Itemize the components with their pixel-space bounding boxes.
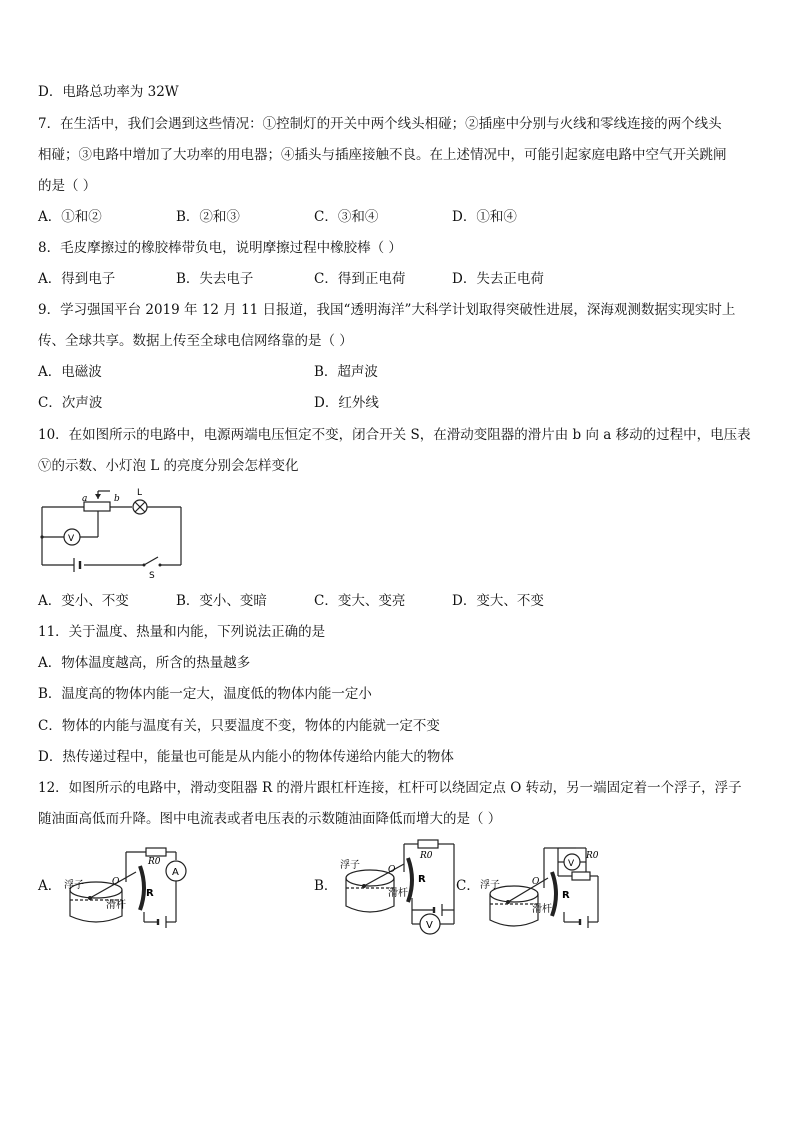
q12-stem-line1: 12．如图所示的电路中，滑动变阻器 R 的滑片跟杠杆连接，杠杆可以绕固定点 O 转动，另一端固定着一个浮子，浮子 xyxy=(38,780,742,796)
q7-option-c: C．③和④ xyxy=(314,209,379,225)
label-R: R xyxy=(418,874,426,885)
q12-option-c-label: C． xyxy=(456,878,480,894)
q12-diagram-b xyxy=(338,838,466,942)
q7-stem-line1: 7．在生活中，我们会遇到这些情况：①控制灯的开关中两个线头相碰；②插座中分别与火线和零线连接的两个线头 xyxy=(38,116,722,132)
q8-option-b: B．失去电子 xyxy=(176,271,254,287)
q10-option-c: C．变大、变亮 xyxy=(314,593,406,609)
q9-option-a: A．电磁波 xyxy=(38,364,102,380)
q12-stem-line2: 随油面高低而升降。图中电流表或者电压表的示数随油面降低而增大的是（ ） xyxy=(38,811,502,827)
label-V: V xyxy=(68,534,75,544)
label-R0: R0 xyxy=(420,851,433,861)
q12-option-a-label: A． xyxy=(38,878,62,894)
q10-stem-line2: Ⓥ的示数、小灯泡 L 的亮度分别会怎样变化 xyxy=(38,458,299,474)
r0-resistor xyxy=(572,872,590,880)
label-a: a xyxy=(82,494,88,504)
label-float: 浮子 xyxy=(64,880,84,891)
label-V: V xyxy=(426,920,433,931)
q10-option-a: A．变小、不变 xyxy=(38,593,129,609)
r0-resistor xyxy=(146,848,166,856)
q10-stem-line1: 10．在如图所示的电路中，电源两端电压恒定不变，闭合开关 S，在滑动变阻器的滑片由 b 向 a 移动的过程中，电压表 xyxy=(38,427,751,443)
label-S: S xyxy=(149,571,155,581)
q11-stem-line1: 11．关于温度、热量和内能，下列说法正确的是 xyxy=(38,624,326,640)
label-lever: 滑杆 xyxy=(532,904,552,915)
q7-stem-line2: 相碰；③电路中增加了大功率的用电器；④插头与插座接触不良。在上述情况中，可能引起家庭电路中空气开关跳闸 xyxy=(38,147,727,163)
float-icon xyxy=(88,896,92,900)
q8-option-d: D．失去正电荷 xyxy=(452,271,544,287)
float-icon xyxy=(506,900,510,904)
q10-option-d: D．变大、不变 xyxy=(452,593,544,609)
rheostat-arc xyxy=(408,858,412,902)
q10-option-b: B．变小、变暗 xyxy=(176,593,267,609)
q7-option-b: B．②和③ xyxy=(176,209,240,225)
q11-option-c: C．物体的内能与温度有关，只要温度不变，物体的内能就一定不变 xyxy=(38,718,440,734)
rheostat-arc xyxy=(140,866,144,910)
label-O: O xyxy=(112,877,120,887)
rheostat-arc xyxy=(552,872,556,916)
label-float: 浮子 xyxy=(340,860,360,871)
prev-option-d: D．电路总功率为 32W xyxy=(38,84,179,100)
float-icon xyxy=(362,884,366,888)
label-R: R xyxy=(146,888,154,899)
q7-option-a: A．①和② xyxy=(38,209,102,225)
slider-arrow-icon xyxy=(95,494,101,499)
label-R0: R0 xyxy=(148,857,161,867)
switch-icon xyxy=(143,564,146,567)
q8-stem-line1: 8．毛皮摩擦过的橡胶棒带负电，说明摩擦过程中橡胶棒（ ） xyxy=(38,240,402,256)
q12-option-b-label: B． xyxy=(314,878,338,894)
q11-option-a: A．物体温度越高，所含的热量越多 xyxy=(38,655,251,671)
q7-stem-line3: 的是（ ） xyxy=(38,178,97,194)
label-lever: 滑杆 xyxy=(388,888,408,899)
r0-resistor xyxy=(418,840,438,848)
q9-option-b: B．超声波 xyxy=(314,364,378,380)
rheostat xyxy=(84,502,110,511)
q10-circuit-diagram xyxy=(36,487,188,581)
label-R: R xyxy=(562,890,570,901)
label-A: A xyxy=(172,867,179,878)
label-O: O xyxy=(532,877,540,887)
label-lever: 滑杆 xyxy=(106,900,126,911)
q9-stem-line1: 9．学习强国平台 2019 年 12 月 11 日报道，我国“透明海洋”大科学计划取得突破性进展，深海观测数据实现实时上 xyxy=(38,302,736,318)
q9-stem-line2: 传、全球共享。数据上传至全球电信网络靠的是（ ） xyxy=(38,333,353,349)
q9-option-c: C．次声波 xyxy=(38,395,103,411)
q9-option-d: D．红外线 xyxy=(314,395,379,411)
label-b: b xyxy=(114,494,120,504)
q12-diagram-c xyxy=(476,838,608,938)
label-float: 浮子 xyxy=(480,880,500,891)
label-L: L xyxy=(137,488,143,498)
q11-option-b: B．温度高的物体内能一定大，温度低的物体内能一定小 xyxy=(38,686,372,702)
q8-option-c: C．得到正电荷 xyxy=(314,271,406,287)
q11-option-d: D．热传递过程中，能量也可能是从内能小的物体传递给内能大的物体 xyxy=(38,749,454,765)
label-O: O xyxy=(388,865,396,875)
label-V: V xyxy=(568,859,575,869)
q8-option-a: A．得到电子 xyxy=(38,271,116,287)
q7-option-d: D．①和④ xyxy=(452,209,517,225)
label-R0: R0 xyxy=(586,851,599,861)
q12-diagram-a xyxy=(60,838,200,934)
